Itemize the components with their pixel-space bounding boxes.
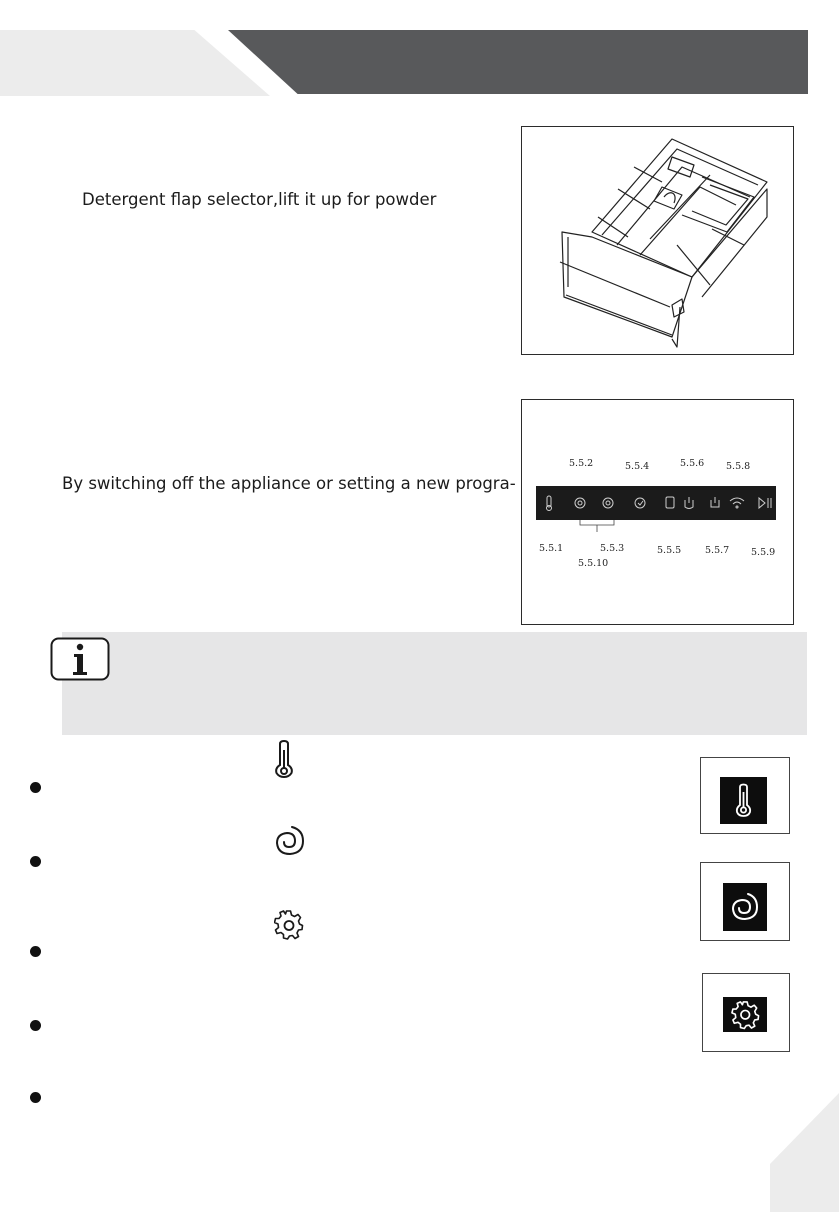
bullet-5 (30, 1092, 41, 1103)
panel-label-5-5-10: 5.5.10 (578, 558, 609, 569)
spiral-icon (274, 826, 306, 856)
bullet-1 (30, 782, 41, 793)
panel-caption: By switching off the appliance or setting a new progra- (62, 474, 516, 493)
panel-bracket (577, 520, 617, 536)
gear-icon (274, 910, 304, 940)
detergent-drawer-figure (521, 126, 794, 355)
panel-label-5-5-4: 5.5.4 (625, 461, 650, 472)
thermometer-icon (720, 777, 767, 824)
thermometer-button-bg (720, 777, 767, 824)
thermometer-icon (272, 740, 296, 778)
panel-label-5-5-8: 5.5.8 (726, 461, 751, 472)
panel-label-5-5-2: 5.5.2 (569, 458, 594, 469)
bullet-4 (30, 1020, 41, 1031)
spiral-icon (723, 883, 767, 931)
bullet-3 (30, 946, 41, 957)
detergent-caption: Detergent flap selector,lift it up for powder (82, 190, 437, 209)
header-tab-left (0, 30, 270, 96)
spiral-button-figure (700, 862, 790, 941)
panel-label-5-5-5: 5.5.5 (657, 545, 682, 556)
bullet-2 (30, 856, 41, 867)
thermometer-button-figure (700, 757, 790, 834)
panel-label-5-5-1: 5.5.1 (539, 543, 564, 554)
info-icon (50, 637, 110, 681)
panel-label-5-5-6: 5.5.6 (680, 458, 705, 469)
spiral-button-bg (723, 883, 767, 931)
panel-label-5-5-7: 5.5.7 (705, 545, 730, 556)
gear-button-bg (723, 997, 767, 1032)
detergent-drawer-drawing (522, 127, 793, 354)
gear-icon (723, 997, 767, 1032)
gear-button-figure (702, 973, 790, 1052)
panel-label-5-5-9: 5.5.9 (751, 547, 776, 558)
panel-label-5-5-3: 5.5.3 (600, 543, 625, 554)
info-note (62, 632, 807, 735)
panel-icons (536, 486, 776, 520)
header-bar (228, 30, 808, 94)
page-corner-tab (770, 1092, 839, 1212)
control-panel-figure (521, 399, 794, 625)
panel-strip (536, 486, 776, 520)
